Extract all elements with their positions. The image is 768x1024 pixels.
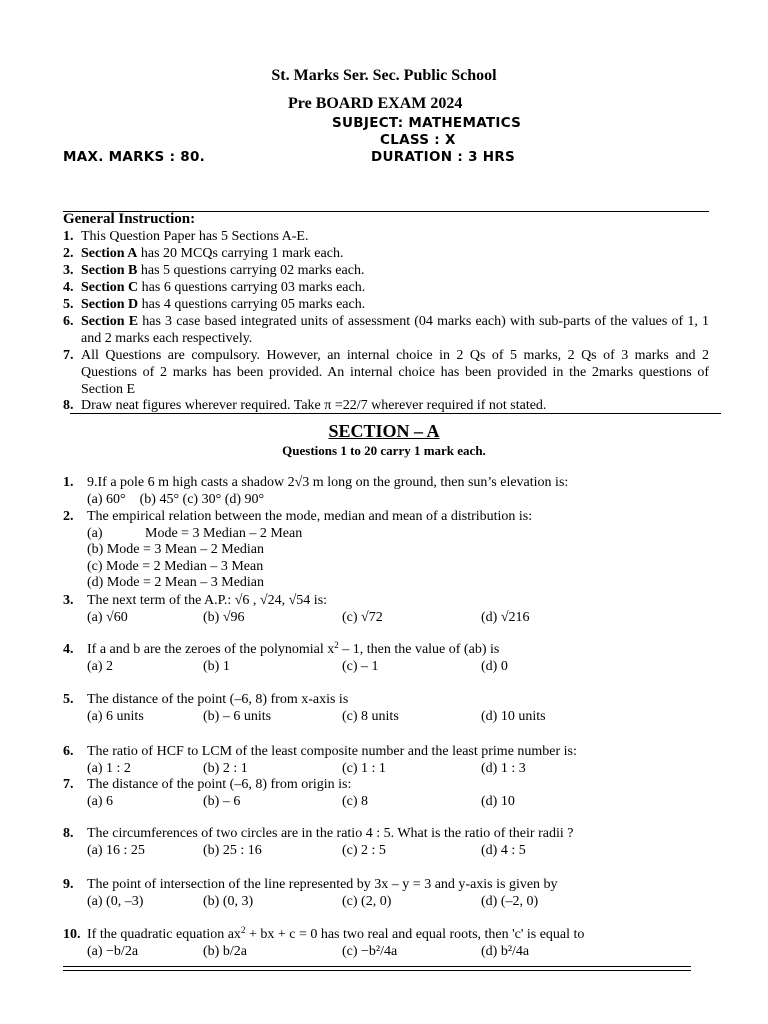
question-text: The distance of the point (–6, 8) from x-axis is bbox=[87, 692, 349, 707]
footer-rule bbox=[63, 970, 691, 971]
question-text: The point of intersection of the line represented by 3x – y = 3 and y-axis is given by bbox=[87, 877, 558, 892]
instruction-item bbox=[63, 279, 709, 296]
option: (c) √72 bbox=[342, 609, 383, 625]
option: (c) 8 bbox=[342, 793, 369, 809]
option: (c) −b²/4a bbox=[342, 943, 398, 959]
question-item bbox=[63, 475, 709, 508]
option: (b) b/2a bbox=[203, 943, 247, 959]
question-text: The empirical relation between the mode, median and mean of a distribution is: bbox=[87, 509, 533, 524]
section-title: SECTION – A bbox=[328, 421, 440, 441]
question-number: 6. bbox=[63, 744, 74, 759]
option: (a) √60 bbox=[87, 609, 128, 625]
instruction-text: Section A has 20 MCQs carrying 1 mark each. bbox=[81, 246, 344, 261]
instruction-text: Section C has 6 questions carrying 03 marks each. bbox=[81, 280, 366, 295]
question-number: 8. bbox=[63, 826, 74, 841]
question-text: The ratio of HCF to LCM of the least composite number and the least prime number is: bbox=[87, 744, 577, 759]
question-item bbox=[63, 593, 709, 626]
school-name: St. Marks Ser. Sec. Public School bbox=[271, 67, 497, 84]
exam-title: Pre BOARD EXAM 2024 bbox=[288, 95, 463, 112]
option-row bbox=[87, 761, 709, 778]
question-item bbox=[63, 692, 709, 725]
option-row bbox=[87, 944, 709, 961]
question-item bbox=[63, 642, 709, 675]
option-text: Mode = 3 Median – 2 Mean bbox=[145, 525, 303, 541]
instruction-number: 4. bbox=[63, 280, 74, 295]
option-row bbox=[87, 794, 709, 811]
instruction-number: 7. bbox=[63, 348, 74, 363]
question-number: 9. bbox=[63, 877, 74, 892]
option-row bbox=[87, 659, 709, 676]
option-row bbox=[87, 843, 709, 860]
question-number: 3. bbox=[63, 593, 74, 608]
question-text: The next term of the A.P.: √6 , √24, √54 is: bbox=[87, 593, 328, 608]
option: (d) b²/4a bbox=[481, 943, 530, 959]
question-number: 1. bbox=[63, 475, 74, 490]
question-text: If a and b are the zeroes of the polynomial $x^2 - 1$, then the value of (ab) is bbox=[87, 640, 500, 657]
option: (a) (0, –3) bbox=[87, 893, 144, 909]
section-name: Section C bbox=[81, 280, 139, 295]
option: (b) 25 : 16 bbox=[203, 842, 262, 858]
instruction-number: 3. bbox=[63, 263, 74, 278]
option-text: (d) Mode = 2 Mean – 3 Median bbox=[87, 575, 265, 590]
instruction-number: 2. bbox=[63, 246, 74, 261]
option-row bbox=[87, 559, 709, 576]
instruction-item bbox=[63, 262, 709, 279]
section-name: Section A bbox=[81, 246, 138, 261]
option: (d) 0 bbox=[481, 658, 508, 674]
question-item bbox=[63, 509, 709, 592]
option: (a) 6 units bbox=[87, 708, 144, 724]
option: (a) 6 bbox=[87, 793, 114, 809]
option: (d) 10 bbox=[481, 793, 515, 809]
max-marks: MAX. MARKS : 80. bbox=[63, 149, 206, 165]
question-item bbox=[63, 927, 709, 960]
option: (d) (–2, 0) bbox=[481, 893, 539, 909]
option: (b) (0, 3) bbox=[203, 893, 254, 909]
instruction-item bbox=[63, 245, 709, 262]
option: (d) √216 bbox=[481, 609, 530, 625]
duration: DURATION : 3 HRS bbox=[371, 149, 516, 165]
option: (a) 2 bbox=[87, 658, 114, 674]
instruction-text: Section B has 5 questions carrying 02 marks each. bbox=[81, 263, 365, 278]
instruction-item bbox=[63, 228, 709, 245]
question-text: The circumferences of two circles are in the ratio 4 : 5. What is the ratio of their radii ? bbox=[87, 826, 574, 841]
question-number: 4. bbox=[63, 642, 74, 657]
option: (c) (2, 0) bbox=[342, 893, 392, 909]
option: (b) – 6 bbox=[203, 793, 241, 809]
option-row bbox=[87, 575, 709, 592]
superscript: 2 bbox=[240, 925, 246, 935]
instruction-number: 1. bbox=[63, 229, 74, 244]
instruction-number: 5. bbox=[63, 297, 74, 312]
option: (d) 10 units bbox=[481, 708, 546, 724]
option: (c) 2 : 5 bbox=[342, 842, 386, 858]
question-text: If the quadratic equation $ax^2$ + bx + c = 0 has two real and equal roots, then 'c' is equal to bbox=[87, 925, 585, 942]
instruction-item bbox=[63, 397, 709, 414]
instruction-text: All Questions are compulsory. However, an internal choice in 2 Qs of 5 marks, 2 Qs of 3 marks and 2 Questions of 2 marks has been provided. An internal choice has been provided in the 2marks questions of Section E bbox=[81, 348, 709, 397]
option: (d) 4 : 5 bbox=[481, 842, 526, 858]
question-text: 9.If a pole 6 m high casts a shadow 2√3 m long on the ground, then sun’s elevation is: bbox=[87, 475, 569, 490]
divider bbox=[70, 413, 721, 414]
question-item bbox=[63, 744, 709, 777]
instruction-number: 6. bbox=[63, 314, 74, 329]
question-number: 2. bbox=[63, 509, 74, 524]
question-item bbox=[63, 877, 709, 910]
section-name: Section E bbox=[81, 314, 139, 329]
instruction-text: This Question Paper has 5 Sections A-E. bbox=[81, 229, 309, 244]
section-subtitle: Questions 1 to 20 carry 1 mark each. bbox=[282, 443, 486, 458]
section-name: Section B bbox=[81, 263, 138, 278]
subject-label: SUBJECT: MATHEMATICS bbox=[332, 115, 522, 131]
instruction-number: 8. bbox=[63, 398, 74, 413]
option: (a) −b/2a bbox=[87, 943, 139, 959]
question-number: 7. bbox=[63, 777, 74, 792]
option: (b) 2 : 1 bbox=[203, 760, 248, 776]
question-item bbox=[63, 777, 709, 810]
option-row bbox=[87, 542, 709, 559]
section-name: Section D bbox=[81, 297, 139, 312]
question-text: The distance of the point (–6, 8) from origin is: bbox=[87, 777, 352, 792]
option: (d) 1 : 3 bbox=[481, 760, 526, 776]
question-number: 10. bbox=[63, 927, 81, 942]
question-item bbox=[63, 826, 709, 859]
footer-rule bbox=[63, 966, 691, 967]
instructions-title: General Instruction: bbox=[63, 211, 196, 227]
instruction-item bbox=[63, 296, 709, 313]
option-row bbox=[87, 894, 709, 911]
option-label: (a) bbox=[87, 525, 103, 541]
option: (a) 1 : 2 bbox=[87, 760, 131, 776]
instruction-text: Section E has 3 case based integrated units of assessment (04 marks each) with sub-parts of the values of 1, 1 and 2 marks each respectively. bbox=[81, 314, 710, 346]
option-text: (b) Mode = 3 Mean – 2 Median bbox=[87, 542, 265, 557]
option-row bbox=[87, 610, 709, 627]
class-label: CLASS : X bbox=[380, 132, 456, 148]
option: (a) 16 : 25 bbox=[87, 842, 145, 858]
option-row bbox=[87, 526, 709, 543]
option: (b) 1 bbox=[203, 658, 230, 674]
option: (c) – 1 bbox=[342, 658, 379, 674]
option-text: (c) Mode = 2 Median – 3 Mean bbox=[87, 558, 264, 574]
superscript: 2 bbox=[334, 640, 339, 650]
option: (b) – 6 units bbox=[203, 708, 272, 724]
instruction-item bbox=[63, 313, 709, 347]
option: (b) √96 bbox=[203, 609, 245, 625]
option: (c) 1 : 1 bbox=[342, 760, 386, 776]
option-row bbox=[87, 709, 709, 726]
question-number: 5. bbox=[63, 692, 74, 707]
question-options: (a) 60° (b) 45° (c) 30° (d) 90° bbox=[87, 491, 265, 507]
instruction-text: Section D has 4 questions carrying 05 marks each. bbox=[81, 297, 366, 312]
option: (c) 8 units bbox=[342, 708, 399, 724]
instruction-text: Draw neat figures wherever required. Take π =22/7 wherever required if not stated. bbox=[81, 398, 547, 413]
instruction-item bbox=[63, 347, 709, 398]
